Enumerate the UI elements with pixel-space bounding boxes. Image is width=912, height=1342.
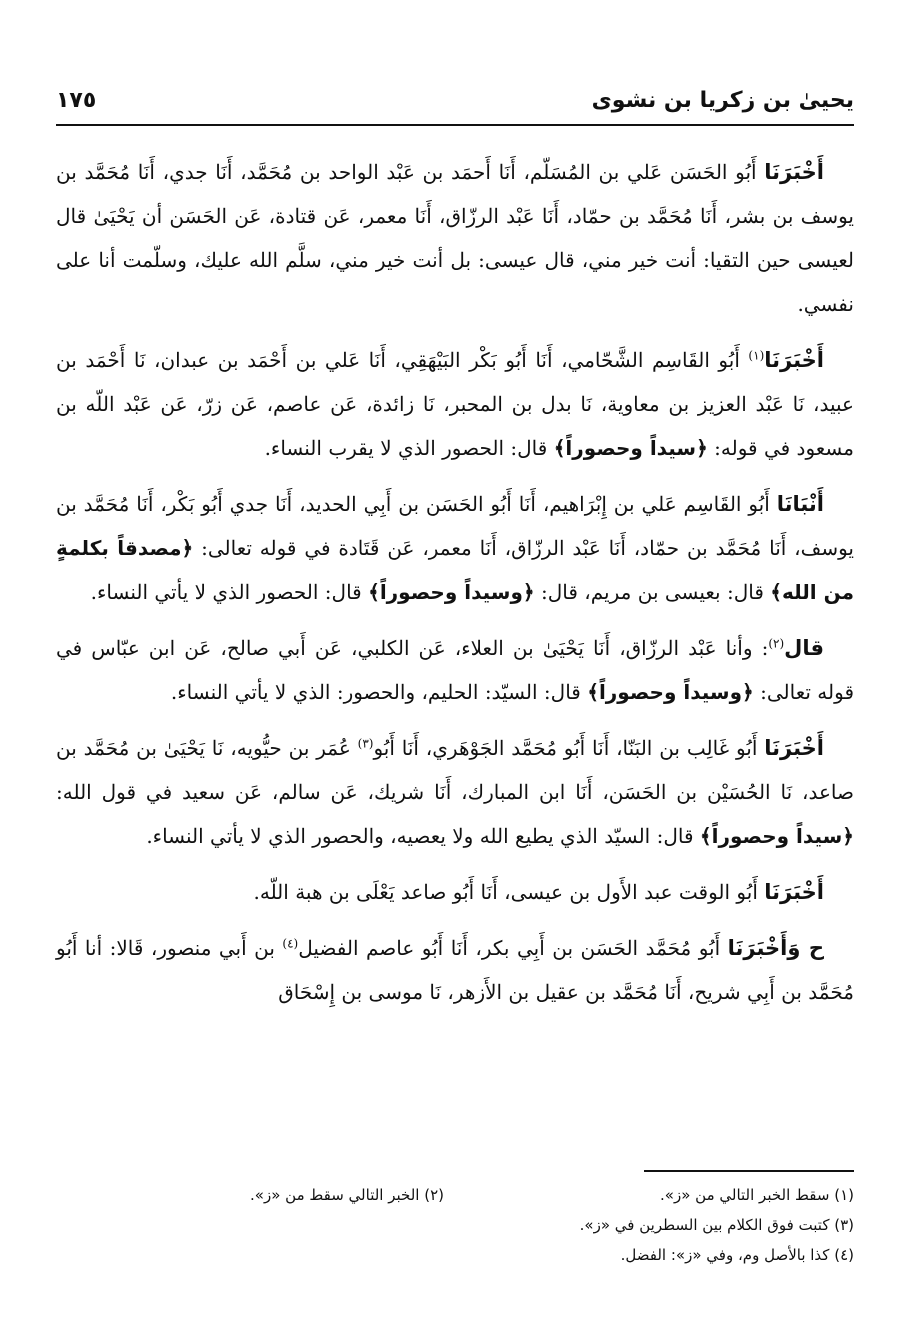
footnote-separator [644, 1170, 854, 1172]
paragraph-text: أَبُو القَاسِم عَلي بن إِبْرَاهيم، أَنَا أَبُو الحَسَن بن أَبِي الحديد، أَنَا جدي أَبُو بَكْر، أَنَا مُحَمَّد بن يوسف، أَنَا مُحَمَّد بن حمّاد، أَنَا عَبْد الرزّاق، أَنَا معمر، عَن قَتَادة في قوله تعالى: [56, 492, 854, 560]
isnad-lead-word: قال [784, 636, 824, 660]
footnote-1: (١) سقط الخبر التالي من «ز». [660, 1186, 854, 1204]
isnad-lead-word: أَخْبَرَنَا [764, 880, 824, 904]
paragraph-text: أَبُو القَاسِم الشَّحّامي، أَنَا أَبُو بَكْر البَيْهَقِي، أَنَا عَلي بن أَحْمَد بن عبدان، نَا أَحْمَد بن عبيد، نَا عَبْد العزيز بن معاوية، نَا بدل بن المحبر، نَا زائدة، عَن عاصم، عَن زرّ، عَن عَبْد اللّه بن مسعود في قوله: [56, 348, 854, 460]
footnote-reference: (٣) [357, 736, 374, 751]
footnote-2: (٢) الخبر التالي سقط من «ز». [250, 1186, 444, 1204]
footnotes [56, 1170, 854, 1276]
paragraph-text: قال: السيّد: الحليم، والحصور: الذي لا يأتي النساء. [170, 680, 588, 704]
footnote-reference: (٢) [768, 636, 785, 651]
paragraph-text: : وأنا عَبْد الرزّاق، أَنَا يَحْيَىٰ بن العلاء، عَن الكلبي، عَن أَبي صالح، عَن ابن عبّاس في قوله تعالى: [56, 636, 854, 704]
paragraph-text: أَبُو الوقت عبد الأَول بن عيسى، أَنَا أَبُو صاعد يَعْلَى بن هبة اللّه. [253, 880, 765, 904]
paragraph [56, 626, 854, 714]
paragraph [56, 926, 854, 1014]
paragraph-text: أَبُو مُحَمَّد الحَسَن بن أَبِي بكر، أَنَا أَبُو عاصم الفضيل [298, 936, 728, 960]
quran-quote: ﴿وسيداً وحصوراً﴾ [368, 580, 535, 604]
isnad-lead-word: ح وَأَخْبَرَنَا [727, 936, 824, 960]
quran-quote: ﴿مصدقاً بكلمةٍ من الله﴾ [56, 536, 854, 604]
isnad-lead-word: أَخْبَرَنَا [764, 348, 824, 372]
main-text [56, 150, 854, 1026]
quran-quote: ﴿سيداً وحصوراً﴾ [699, 824, 854, 848]
paragraph [56, 726, 854, 858]
isnad-lead-word: أَخْبَرَنَا [764, 160, 824, 184]
footnote-3: (٣) كتبت فوق الكلام بين السطرين في «ز». [579, 1216, 854, 1234]
running-title: يحيىٰ بن زكريا بن نشوى [591, 88, 854, 113]
page-header [56, 84, 854, 126]
isnad-lead-word: أَنْبَانَا [776, 492, 824, 516]
paragraph-text: قال: بعيسى بن مريم، قال: [534, 580, 771, 604]
paragraph [56, 870, 854, 914]
paragraph-text: قال: الحصور الذي لا يقرب النساء. [264, 436, 554, 460]
footnote-row [56, 1216, 854, 1246]
footnote-reference: (١) [748, 348, 765, 363]
paragraph-text: قال: السيّد الذي يطيع الله ولا يعصيه، والحصور الذي لا يأتي النساء. [146, 824, 700, 848]
page-number: ١٧٥ [56, 88, 97, 113]
footnote-4: (٤) كذا بالأصل وم، وفي «ز»: الفضل. [620, 1246, 854, 1264]
footnote-reference: (٤) [282, 936, 299, 951]
paragraph-text: عُمَر بن حيُّويه، نَا يَحْيَىٰ بن مُحَمَّد بن صاعد، نَا الحُسَيْن بن الحَسَن، أَنَا ابن المبارك، أَنَا شريك، عَن سالم، عَن سعيد في قول الله: [56, 736, 854, 804]
paragraph-text: قال: الحصور الذي لا يأتي النساء. [90, 580, 369, 604]
isnad-lead-word: أَخْبَرَنَا [764, 736, 824, 760]
quran-quote: ﴿سيداً وحصوراً﴾ [553, 436, 708, 460]
paragraph [56, 482, 854, 614]
paragraph [56, 338, 854, 470]
paragraph-text: أَبُو الحَسَن عَلي بن المُسَلّم، أَنَا أَحمَد بن عَبْد الواحد بن مُحَمَّد، أَنَا جدي، أَنَا مُحَمَّد بن يوسف بن بشر، أَنَا مُحَمَّد بن حمّاد، أَنَا عَبْد الرزّاق، أَنَا معمر، عَن قتادة، عَن الحَسَن أن يَحْيَىٰ قال لعيسى حين التقيا: أنت خير مني، قال عيسى: بل أنت خير مني، سلَّم الله عليك، وسلّمت أنا على نفسي. [56, 160, 854, 316]
quran-quote: ﴿وسيداً وحصوراً﴾ [587, 680, 754, 704]
footnote-row [56, 1246, 854, 1276]
paragraph [56, 150, 854, 326]
footnote-row [56, 1186, 854, 1216]
paragraph-text: أَبُو غَالِب بن البَنّا، أَنَا أَبُو مُحَمَّد الجَوْهَري، أَنَا أَبُو [373, 736, 765, 760]
paragraph-text: بن أَبي منصور، قَالا: أنا أَبُو مُحَمَّد بن أَبِي شريح، أَنَا مُحَمَّد بن عقيل بن الأَزهر، نَا موسى بن إِسْحَاق [56, 936, 854, 1004]
